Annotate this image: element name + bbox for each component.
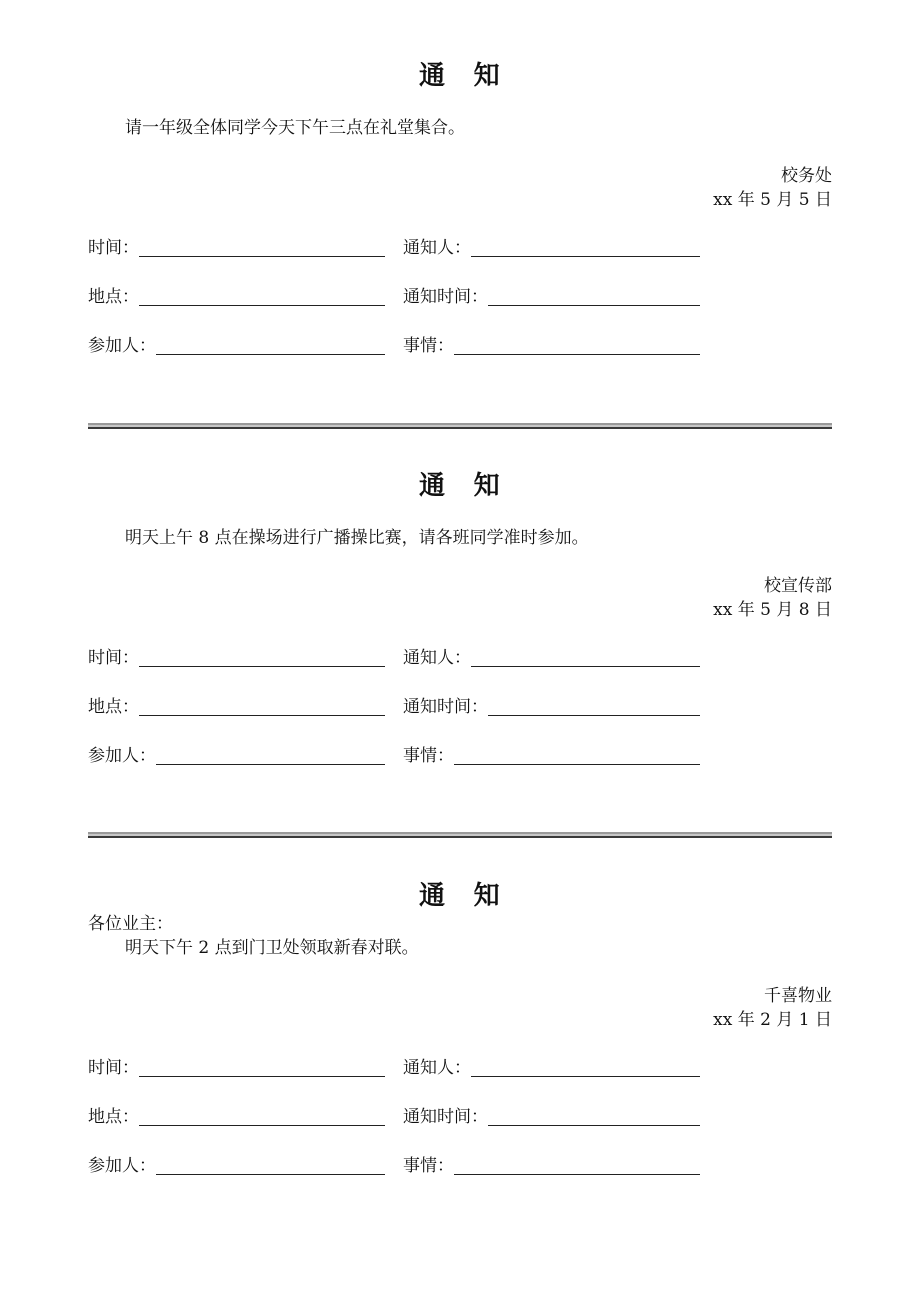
matter-label: 事情： — [403, 746, 454, 766]
notifier-field[interactable] — [403, 1054, 700, 1080]
time-label: 时间： — [88, 648, 139, 668]
place-label: 地点： — [88, 287, 139, 307]
notice-date: xx 年 5 月 5 日 — [713, 190, 832, 210]
notifier-blank-line[interactable] — [471, 238, 700, 257]
time-field[interactable] — [88, 644, 385, 670]
time-blank-line[interactable] — [139, 238, 385, 257]
notify-time-blank-line[interactable] — [488, 287, 700, 306]
place-label: 地点： — [88, 1107, 139, 1127]
participants-label: 参加人： — [88, 1156, 156, 1176]
place-blank-line[interactable] — [139, 697, 385, 716]
time-label: 时间： — [88, 238, 139, 258]
notifier-field[interactable] — [403, 234, 700, 260]
notice-title: 通 知 — [419, 881, 501, 911]
notifier-blank-line[interactable] — [471, 1058, 700, 1077]
notifier-field[interactable] — [403, 644, 700, 670]
place-label: 地点： — [88, 697, 139, 717]
place-field[interactable] — [88, 1103, 385, 1129]
participants-blank-line[interactable] — [156, 746, 385, 765]
matter-field[interactable] — [403, 1152, 700, 1178]
matter-field[interactable] — [403, 742, 700, 768]
participants-field[interactable] — [88, 742, 385, 768]
notice-body: 请一年级全体同学今天下午三点在礼堂集合。 — [125, 118, 465, 138]
notice-signer: 校务处 — [781, 166, 832, 186]
participants-field[interactable] — [88, 1152, 385, 1178]
matter-blank-line[interactable] — [454, 336, 700, 355]
notifier-label: 通知人： — [403, 238, 471, 258]
notify-time-label: 通知时间： — [403, 697, 488, 717]
notify-time-blank-line[interactable] — [488, 1107, 700, 1126]
notify-time-field[interactable] — [403, 1103, 700, 1129]
notice-date: xx 年 5 月 8 日 — [713, 600, 832, 620]
notifier-label: 通知人： — [403, 1058, 471, 1078]
notifier-label: 通知人： — [403, 648, 471, 668]
time-blank-line[interactable] — [139, 1058, 385, 1077]
notice-signer: 校宣传部 — [764, 576, 832, 596]
notify-time-label: 通知时间： — [403, 1107, 488, 1127]
notice-greeting: 各位业主： — [88, 914, 173, 934]
time-blank-line[interactable] — [139, 648, 385, 667]
notice-3 — [88, 846, 832, 1246]
notify-time-field[interactable] — [403, 693, 700, 719]
matter-label: 事情： — [403, 1156, 454, 1176]
participants-blank-line[interactable] — [156, 1156, 385, 1175]
matter-blank-line[interactable] — [454, 1156, 700, 1175]
time-field[interactable] — [88, 234, 385, 260]
participants-label: 参加人： — [88, 746, 156, 766]
notice-body: 明天上午 8 点在操场进行广播操比赛，请各班同学准时参加。 — [125, 528, 589, 548]
participants-field[interactable] — [88, 332, 385, 358]
notify-time-blank-line[interactable] — [488, 697, 700, 716]
participants-blank-line[interactable] — [156, 336, 385, 355]
section-divider — [88, 832, 832, 839]
notice-title: 通 知 — [419, 471, 501, 501]
notice-body: 明天下午 2 点到门卫处领取新春对联。 — [125, 938, 419, 958]
notify-time-label: 通知时间： — [403, 287, 488, 307]
notice-2 — [88, 436, 832, 836]
notice-signer: 千喜物业 — [764, 986, 832, 1006]
notifier-blank-line[interactable] — [471, 648, 700, 667]
time-field[interactable] — [88, 1054, 385, 1080]
place-blank-line[interactable] — [139, 287, 385, 306]
notice-date: xx 年 2 月 1 日 — [713, 1010, 832, 1030]
notify-time-field[interactable] — [403, 283, 700, 309]
matter-blank-line[interactable] — [454, 746, 700, 765]
matter-field[interactable] — [403, 332, 700, 358]
matter-label: 事情： — [403, 336, 454, 356]
section-divider — [88, 423, 832, 430]
place-field[interactable] — [88, 283, 385, 309]
place-blank-line[interactable] — [139, 1107, 385, 1126]
notice-1 — [88, 26, 832, 426]
participants-label: 参加人： — [88, 336, 156, 356]
place-field[interactable] — [88, 693, 385, 719]
notice-title: 通 知 — [419, 61, 501, 91]
time-label: 时间： — [88, 1058, 139, 1078]
